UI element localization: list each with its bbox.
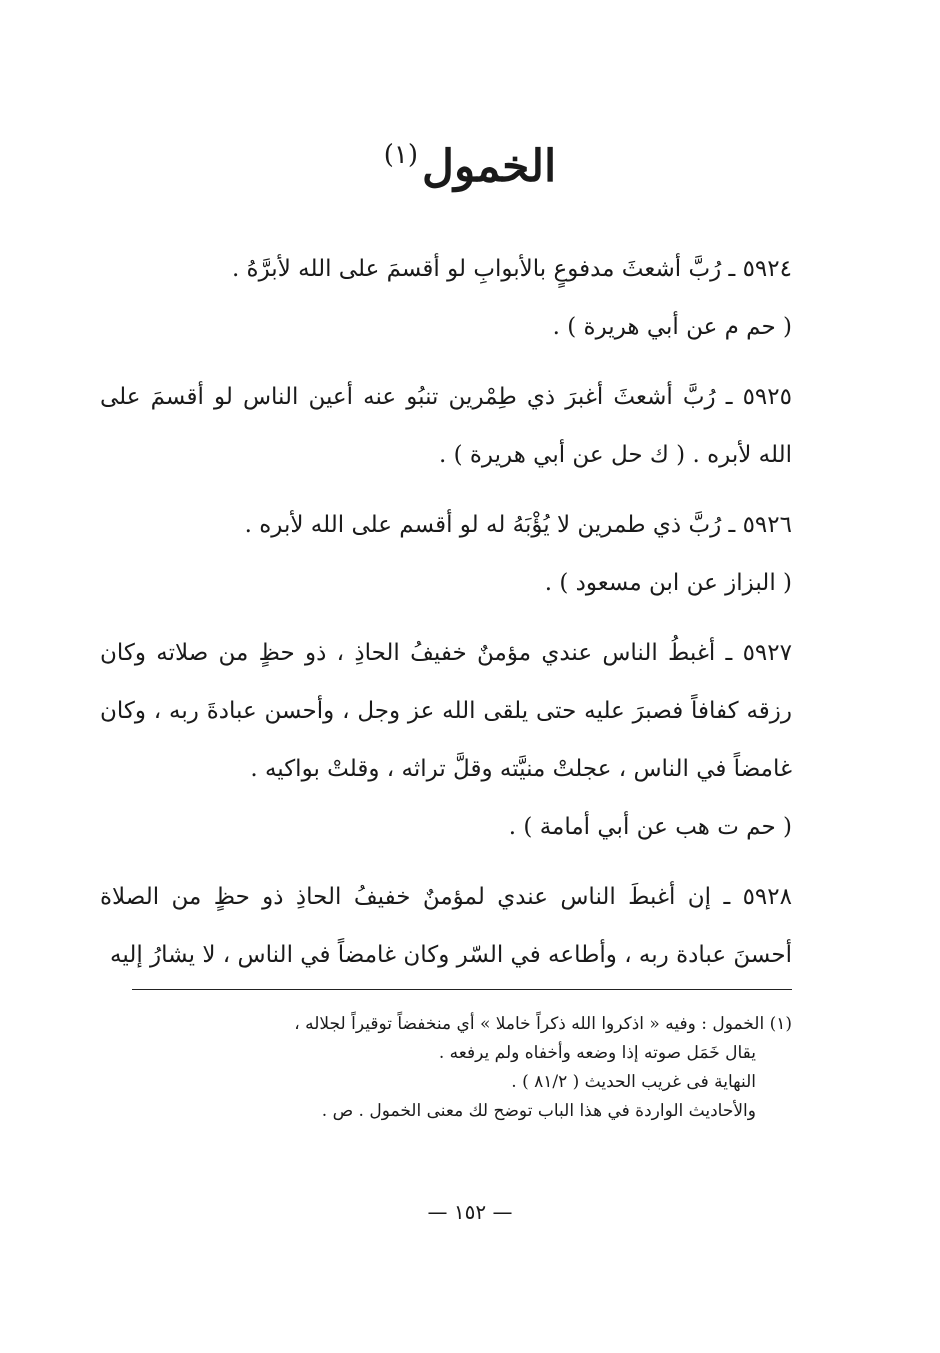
page-number: — ١٥٢ — xyxy=(427,1200,513,1224)
chapter-title xyxy=(0,140,940,194)
footnote-line: يقال خَمَل صوته إذا وضعه وأخفاه ولم يرفعه . xyxy=(438,1043,756,1063)
hadith-entry xyxy=(100,868,792,984)
footnote-line: والأحاديث الواردة في هذا الباب توضح لك معنى الخمول . ص . xyxy=(321,1101,756,1121)
hadith-entry xyxy=(100,496,792,612)
hadith-source: ( البزاز عن ابن مسعود ) . xyxy=(544,570,792,596)
hadith-entry xyxy=(100,368,792,484)
hadith-entry xyxy=(100,624,792,856)
hadith-list xyxy=(100,240,792,996)
title-footnote-ref: (١) xyxy=(383,140,419,170)
footnote xyxy=(122,1010,792,1126)
footnote-line: (١) الخمول : وفيه « اذكروا الله ذكراً خاملا » أي منخفضاً توقيراً لجلاله ، xyxy=(294,1014,792,1034)
hadith-text: ٥٩٢٧ ـ أغبطُ الناس عندي مؤمنٌ خفيفُ الحاذِ ، ذو حظٍ من صلاته وكان رزقه كفافاً فصبرَ عليه حتى يلقى الله عز وجل ، وأحسن عبادةَ ربه ، وكان غامضاً في الناس ، عجلتْ منيَّته وقلَّ تراثه ، وقلتْ بواكيه . xyxy=(100,640,792,782)
footnote-divider xyxy=(132,989,792,990)
hadith-text: ٥٩٢٥ ـ رُبَّ أشعثَ أغبرَ ذي طِمْرين تنبُو عنه أعين الناس لو أقسمَ على الله لأبره . ( ك حل عن أبي هريرة ) . xyxy=(100,384,792,468)
hadith-source: ( حم ت هب عن أبي أمامة ) . xyxy=(508,814,792,840)
hadith-entry xyxy=(100,240,792,356)
footnote-line: النهاية فى غريب الحديث ( ٨١/٢ ) . xyxy=(511,1072,756,1092)
hadith-source: ( حم م عن أبي هريرة ) . xyxy=(552,314,792,340)
chapter-title-text: الخمول xyxy=(422,141,557,192)
hadith-text: ٥٩٢٨ ـ إن أغبطَ الناس عندي لمؤمنٌ خفيفُ الحاذِ ذو حظٍ من الصلاة أحسنَ عبادة ربه ، وأطاعه في السّر وكان غامضاً في الناس ، لا يشارُ إليه xyxy=(100,884,792,968)
hadith-text: ٥٩٢٤ ـ رُبَّ أشعثَ مدفوعٍ بالأبوابِ لو أقسمَ على الله لأبرَّهُ . xyxy=(231,256,792,282)
hadith-text: ٥٩٢٦ ـ رُبَّ ذي طمرين لا يُؤْبَهُ له لو أقسم على الله لأبره . xyxy=(244,512,792,538)
